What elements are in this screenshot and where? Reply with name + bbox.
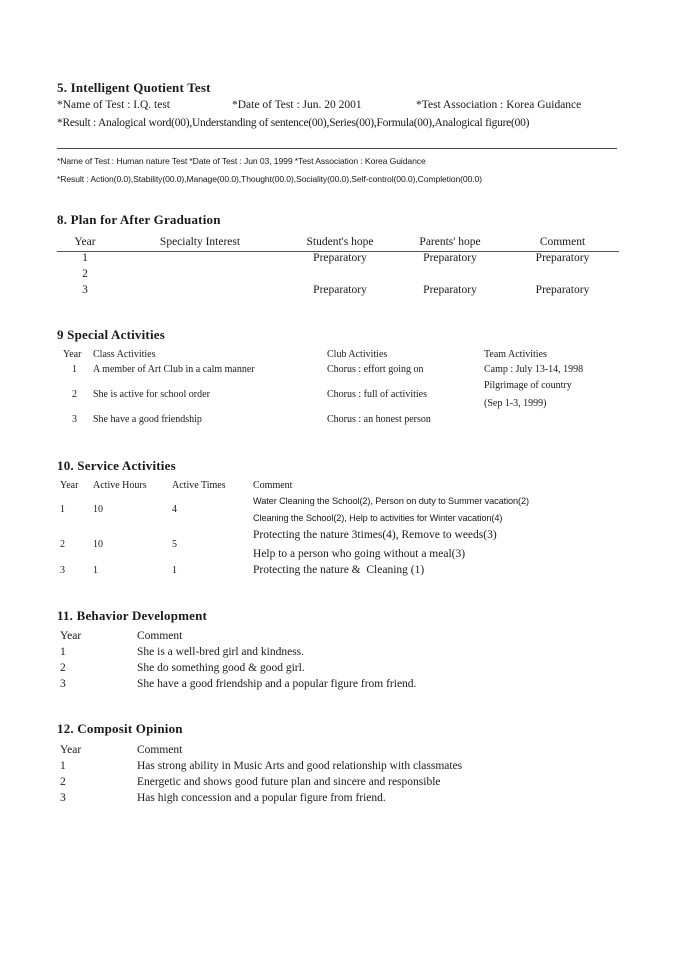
service-col-times: Active Times <box>172 480 226 491</box>
opinion-row-comment: Has high concession and a popular figure from friend. <box>137 792 386 804</box>
opinion-col-year: Year <box>60 744 82 756</box>
plan-heading: 8. Plan for After Graduation <box>57 212 221 227</box>
opinion-row-year: 1 <box>60 760 66 772</box>
service-row-comment: Cleaning the School(2), Help to activities for Winter vacation(4) <box>253 513 503 523</box>
special-row-team: (Sep 1-3, 1999) <box>484 398 547 409</box>
service-row-hours: 10 <box>93 539 103 550</box>
service-col-year: Year <box>60 480 79 491</box>
special-col-team: Team Activities <box>484 349 547 360</box>
opinion-col-comment: Comment <box>137 744 183 756</box>
plan-row-student: Preparatory <box>313 284 367 296</box>
special-col-year: Year <box>63 349 82 360</box>
service-row-times: 5 <box>172 539 177 550</box>
plan-row-year: 1 <box>82 252 88 264</box>
opinion-row-year: 3 <box>60 792 66 804</box>
opinion-row-comment: Energetic and shows good future plan and sincere and responsible <box>137 776 441 788</box>
behavior-row-comment: She is a well-bred girl and kindness. <box>137 646 305 658</box>
service-row-year: 2 <box>60 539 65 550</box>
plan-col-comment: Comment <box>539 236 586 248</box>
service-row-hours: 1 <box>93 565 98 576</box>
special-row-year: 2 <box>72 389 77 400</box>
plan-row-year: 2 <box>82 268 88 280</box>
plan-row-parents: Preparatory <box>423 284 477 296</box>
opinion-heading: 12. Composit Opinion <box>57 721 183 736</box>
opinion-row-year: 2 <box>60 776 66 788</box>
service-col-hours: Active Hours <box>93 480 147 491</box>
opinion-row-comment: Has strong ability in Music Arts and good relationship with classmates <box>137 760 463 772</box>
special-col-club: Club Activities <box>327 349 388 360</box>
plan-row-parents: Preparatory <box>423 252 477 264</box>
plan-col-specialty: Specialty Interest <box>159 236 241 248</box>
special-col-class: Class Activities <box>93 349 156 360</box>
personality-test-info: *Name of Test : Human nature Test *Date of Test : Jun 03, 1999 *Test Association : Korea Guidance <box>57 156 426 166</box>
special-row-year: 3 <box>72 414 77 425</box>
special-row-class: She is active for school order <box>93 389 210 400</box>
special-row-class: A member of Art Club in a calm manner <box>93 364 255 375</box>
behavior-row-comment: She do something good & good girl. <box>137 662 305 674</box>
iq-date-of-test: *Date of Test : Jun. 20 2001 <box>232 99 362 111</box>
behavior-col-comment: Comment <box>137 630 183 642</box>
iq-result: *Result : Analogical word(00),Understanding of sentence(00),Series(00),Formula(00),Analogical figure(00) <box>57 117 530 129</box>
special-row-club: Chorus : effort going on <box>327 364 424 375</box>
service-row-comment: Protecting the nature & Cleaning (1) <box>253 564 425 576</box>
service-row-comment: Help to a person who going without a meal(3) <box>253 548 466 560</box>
iq-test-association: *Test Association : Korea Guidance <box>416 99 582 111</box>
personality-test-result: *Result : Action(0.0),Stability(00.0),Manage(00.0),Thought(00.0),Sociality(00.0),Self-control(00.0),Completion(00.0) <box>57 174 482 184</box>
divider <box>57 148 617 149</box>
special-row-class: She have a good friendship <box>93 414 202 425</box>
service-row-year: 3 <box>60 565 65 576</box>
behavior-row-year: 1 <box>60 646 66 658</box>
service-row-comment: Protecting the nature 3times(4), Remove to weeds(3) <box>253 529 497 541</box>
plan-col-year: Year <box>74 236 96 248</box>
service-col-comment: Comment <box>253 480 293 491</box>
service-row-times: 1 <box>172 565 177 576</box>
behavior-row-comment: She have a good friendship and a popular figure from friend. <box>137 678 417 690</box>
service-heading: 10. Service Activities <box>57 458 176 473</box>
iq-test-heading: 5. Intelligent Quotient Test <box>57 80 211 95</box>
behavior-row-year: 2 <box>60 662 66 674</box>
iq-name-of-test: *Name of Test : I.Q. test <box>57 99 171 111</box>
service-row-year: 1 <box>60 504 65 515</box>
special-row-club: Chorus : an honest person <box>327 414 431 425</box>
special-row-club: Chorus : full of activities <box>327 389 427 400</box>
service-row-times: 4 <box>172 504 177 515</box>
special-row-year: 1 <box>72 364 77 375</box>
special-heading: 9 Special Activities <box>57 327 165 342</box>
plan-row-comment: Preparatory <box>535 252 590 264</box>
special-row-team: Camp : July 13-14, 1998 <box>484 364 584 375</box>
plan-row-comment: Preparatory <box>535 284 590 296</box>
plan-row-student: Preparatory <box>313 252 367 264</box>
plan-col-parents: Parents' hope <box>419 236 481 248</box>
behavior-row-year: 3 <box>60 678 66 690</box>
special-row-team: Pilgrimage of country <box>484 380 572 391</box>
service-row-hours: 10 <box>93 504 103 515</box>
service-row-comment: Water Cleaning the School(2), Person on duty to Summer vacation(2) <box>253 496 529 506</box>
plan-row-year: 3 <box>82 284 88 296</box>
behavior-heading: 11. Behavior Development <box>57 608 208 623</box>
plan-col-student: Student's hope <box>306 236 374 248</box>
behavior-col-year: Year <box>60 630 82 642</box>
